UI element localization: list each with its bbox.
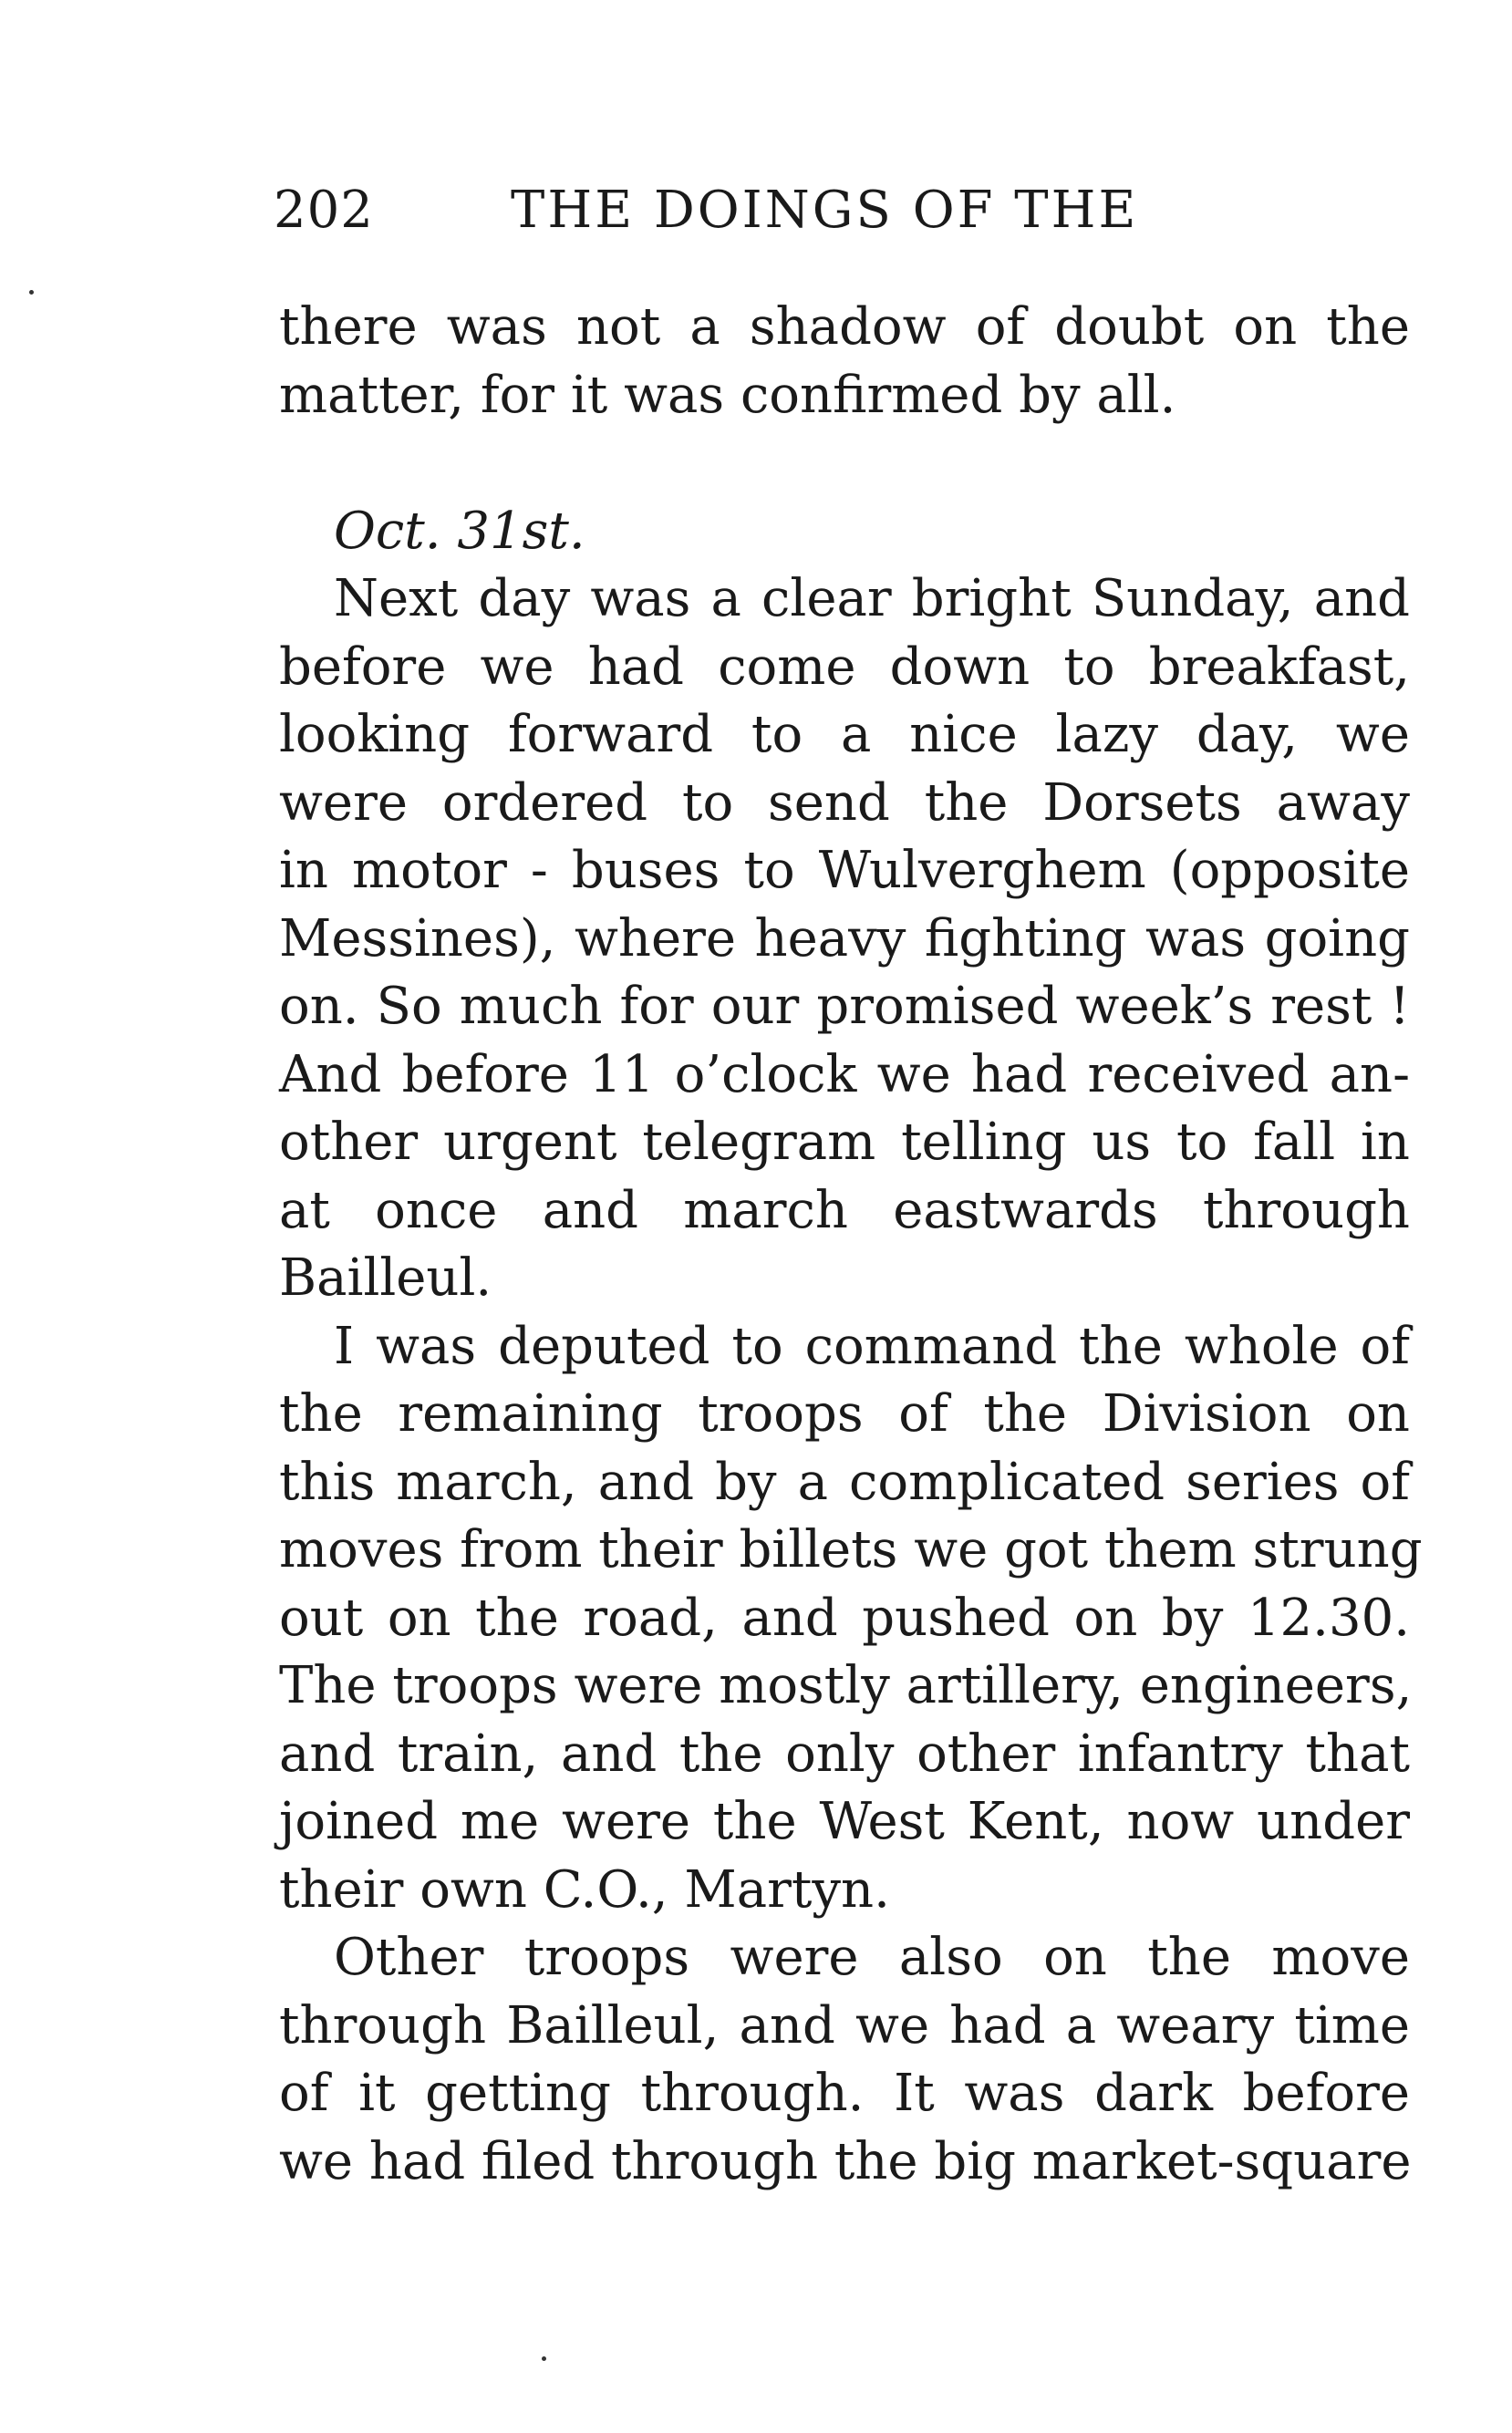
text-line: through Bailleul, and we had a weary time bbox=[279, 1995, 1410, 2055]
text-line: this march, and by a complicated series of bbox=[279, 1452, 1410, 1512]
paragraph-gap bbox=[279, 430, 1410, 498]
text-line: the remaining troops of the Division on bbox=[279, 1384, 1410, 1444]
text-line: And before 11 o’clock we had received an- bbox=[279, 1044, 1410, 1104]
text-line: and train, and the only other infantry that bbox=[279, 1724, 1410, 1784]
page-header bbox=[274, 179, 1240, 243]
scan-speck bbox=[542, 2356, 546, 2361]
body-text bbox=[279, 294, 1423, 2196]
text-line: out on the road, and pushed on by 12.30. bbox=[279, 1588, 1410, 1648]
page-number: 202 bbox=[274, 181, 374, 240]
text-line: at once and march eastwards through bbox=[279, 1180, 1410, 1240]
text-line: joined me were the West Kent, now under bbox=[279, 1792, 1410, 1851]
paragraph-4 bbox=[279, 1924, 1410, 2196]
text-line: I was deputed to command the whole of bbox=[334, 1316, 1410, 1376]
text-line: Bailleul. bbox=[279, 1248, 492, 1308]
text-line: there was not a shadow of doubt on the bbox=[279, 297, 1410, 357]
text-line: other urgent telegram telling us to fall in bbox=[279, 1113, 1410, 1172]
paragraph-2 bbox=[279, 565, 1410, 1313]
text-line: before we had come down to breakfast, bbox=[279, 637, 1410, 697]
scan-speck bbox=[29, 290, 34, 295]
text-line: were ordered to send the Dorsets away bbox=[279, 772, 1410, 833]
text-line: The troops were mostly artillery, engineers, bbox=[279, 1656, 1413, 1715]
text-line: their own C.O., Martyn. bbox=[279, 1859, 890, 1920]
text-line: Next day was a clear bright Sunday, and bbox=[334, 569, 1410, 628]
text-line: we had filed through the big market-square bbox=[279, 2131, 1412, 2191]
text-line: matter, for it was confirmed by all. bbox=[279, 365, 1176, 425]
paragraph-1 bbox=[279, 294, 1410, 430]
text-line: moves from their billets we got them strung bbox=[279, 1520, 1423, 1579]
text-line: in motor - buses to Wulverghem (opposite bbox=[279, 841, 1410, 900]
text-line: looking forward to a nice lazy day, we bbox=[279, 705, 1410, 764]
running-title: THE DOINGS OF THE bbox=[511, 181, 1139, 240]
text-line: Other troops were also on the move bbox=[334, 1928, 1410, 1987]
text-line: of it getting through. It was dark before bbox=[279, 2064, 1410, 2123]
paragraph-3 bbox=[279, 1313, 1423, 1925]
text-line: on. So much for our promised week’s rest ! bbox=[279, 977, 1410, 1036]
text-line: Messines), where heavy fighting was going bbox=[279, 908, 1410, 968]
date-heading: Oct. 31st. bbox=[334, 501, 585, 561]
